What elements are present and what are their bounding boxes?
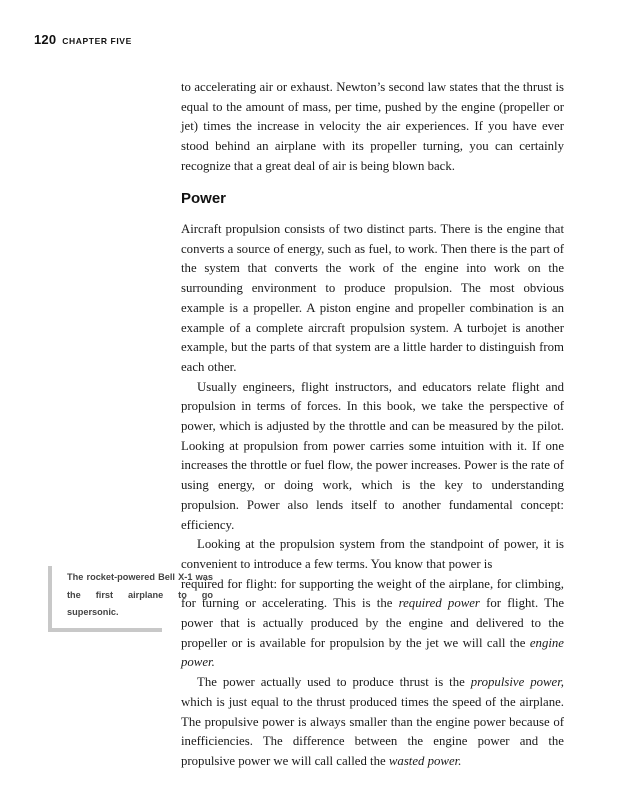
term-required-power: required power — [398, 596, 480, 611]
intro-text — [181, 78, 564, 177]
paragraph-2: Usually engineers, flight instructors, and educators relate flight and propulsion in terms of forces. In this book, we take the perspective of power, which is adjusted by the throttle and can be measured by the pilot. Looking at propulsion from power carries some intuition with it. If one increases the throttle or fuel flow, the power increases. Power is the rate of using energy, or doing work, which is the key to understanding propulsion. Power also lends itself to another fundamental concept: efficiency. — [181, 379, 564, 532]
paragraph-3-intro: Looking at the propulsion system from the standpoint of power, it is convenient to introduce a few terms. You know that power is — [181, 537, 564, 571]
running-head — [34, 31, 132, 49]
paragraph-1: Aircraft propulsion consists of two distinct parts. There is the engine that converts a source of energy, such as fuel, to work. Then there is the part of the system that converts the work of the engine into work on the surrounding environment to produce propulsion. The most obvious example is a propeller. A piston engine and propeller combination is an example of a complete aircraft propulsion system. A turbojet is another example, but the parts of that system are a little harder to distinguish from each other. — [181, 222, 564, 374]
paragraph-3-text-a: required for flight: for supporting the weight of the airplane, for climbing, for turning or accelerating. This is the — [181, 576, 564, 611]
term-wasted-power: wasted power. — [388, 753, 462, 768]
sidebar-caption: The rocket-powered Bell X-1 was the first airplane to go supersonic. — [67, 572, 213, 617]
intro-paragraph: to accelerating air or exhaust. Newton’s second law states that the thrust is equal to the amount of mass, per time, pushed by the engine (propeller or jet) times the increase in velocity the air experiences. If you have ever stood behind an airplane with its propeller turning, you can certainly recognize that a great deal of air is being blown back. — [181, 80, 564, 173]
page-number: 120 — [34, 32, 57, 47]
paragraph-4-text-b: which is just equal to the thrust produced times the speed of the airplane. The propulsive power is always smaller than the engine power because of inefficiencies. The difference between the engine power and the propulsive power we will call called the — [181, 694, 564, 768]
section-body — [181, 220, 564, 772]
paragraph-4 — [181, 673, 564, 772]
term-propulsive-power: propulsive power, — [470, 675, 564, 690]
term-engine-power: engine power. — [181, 635, 564, 670]
paragraph-3-text-b: for flight. The power that is actually produced by the engine and delivered to the propeller or is available for propulsion by the jet we will call the — [181, 596, 565, 650]
paragraph-4-text-a: The power actually used to produce thrust is the — [197, 675, 465, 690]
paragraph-3-wrapped — [181, 575, 564, 674]
chapter-label: CHAPTER FIVE — [62, 36, 132, 46]
section-heading: Power — [181, 190, 227, 207]
